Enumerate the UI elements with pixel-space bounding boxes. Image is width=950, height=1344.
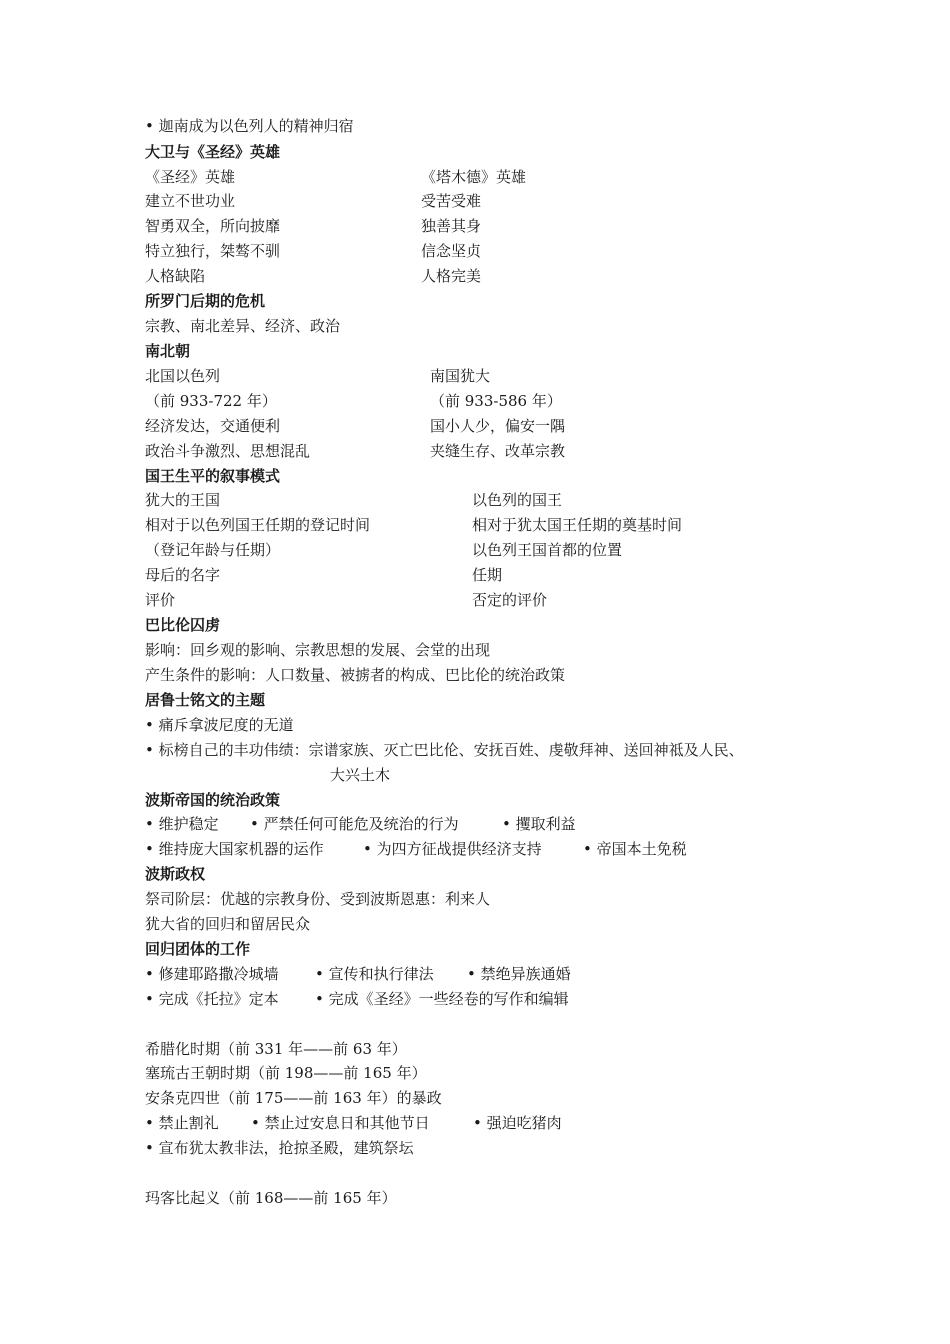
bullet-continuation: 大兴土木: [330, 766, 391, 784]
cell-right: 以色列的国王: [472, 491, 563, 509]
bullet-item: • 修建耶路撒冷城墙: [145, 965, 279, 983]
period-line: 安条克四世（前 175——前 163 年）的暴政: [145, 1089, 442, 1107]
period-line: 希腊化时期（前 331 年——前 63 年）: [145, 1040, 407, 1058]
bullet-item: • 痛斥拿波尼度的无道: [145, 716, 294, 734]
table-row: [145, 266, 482, 286]
cell-left: 母后的名字: [145, 566, 221, 584]
regime-line: 犹大省的回归和留居民众: [145, 915, 311, 933]
cell-right: 国小人少，偏安一隅: [430, 417, 566, 435]
cell-left: 经济发达，交通便利: [145, 417, 281, 435]
cell-left: 犹大的王国: [145, 491, 221, 509]
heading-persian-policy: 波斯帝国的统治政策: [145, 791, 281, 809]
bullet-item: • 禁止割礼: [145, 1114, 219, 1132]
bullet-row: [145, 989, 569, 1009]
heading-babylonian-captivity: 巴比伦囚虏: [145, 616, 221, 634]
bullet-item: • 维护稳定: [145, 815, 219, 833]
cell-left: 评价: [145, 591, 176, 609]
heading-king-narrative: 国王生平的叙事模式: [145, 467, 281, 485]
cell-right: 人格完美: [421, 267, 482, 285]
cell-right: 信念坚贞: [421, 242, 482, 260]
table-row: [145, 366, 491, 386]
cell-left: 特立独行，桀骜不驯: [145, 242, 281, 260]
table-row: [145, 441, 566, 461]
bullet-item: • 维持庞大国家机器的运作: [145, 840, 324, 858]
cell-left: 人格缺陷: [145, 267, 206, 285]
heading-persian-regime: 波斯政权: [145, 865, 206, 883]
bullet-item: • 攫取利益: [502, 815, 576, 833]
bullet-row: [145, 964, 571, 984]
cell-left: 相对于以色列国王任期的登记时间: [145, 516, 371, 534]
table-row: [145, 590, 548, 610]
cell-right: 任期: [472, 566, 503, 584]
cell-left: 《圣经》英雄: [145, 168, 236, 186]
cell-right: 独善其身: [421, 217, 482, 235]
cell-right: （前 933-586 年）: [430, 392, 562, 410]
bullet-item: • 禁绝异族通婚: [467, 965, 571, 983]
table-row: [145, 490, 563, 510]
bullet-item: • 标榜自己的丰功伟绩：宗谱家族、灭亡巴比伦、安抚百姓、虔敬拜神、送回神祗及人民、: [145, 741, 744, 759]
bullet-item: • 强迫吃猪肉: [473, 1114, 562, 1132]
bullet-item: • 为四方征战提供经济支持: [363, 840, 542, 858]
bullet-item: • 禁止过安息日和其他节日: [251, 1114, 430, 1132]
cell-left: 政治斗争激烈、思想混乱: [145, 442, 311, 460]
table-row: [145, 540, 623, 560]
cell-left: （前 933-722 年）: [145, 392, 277, 410]
cell-left: 北国以色列: [145, 367, 221, 385]
table-row: [145, 216, 482, 236]
cell-left: 智勇双全，所向披靡: [145, 217, 281, 235]
heading-return-group: 回归团体的工作: [145, 940, 251, 958]
bullet-row: [145, 839, 687, 859]
period-line: 塞琉古王朝时期（前 198——前 165 年）: [145, 1064, 427, 1082]
table-row: [145, 167, 527, 187]
bullet-item: • 宣传和执行律法: [315, 965, 434, 983]
bullet-item: • 宣布犹太教非法，抢掠圣殿，建筑祭坛: [145, 1139, 414, 1157]
table-row: [145, 241, 482, 261]
cell-right: 《塔木德》英雄: [421, 168, 527, 186]
bullet-item: • 帝国本土免税: [583, 840, 687, 858]
bullet-item: • 完成《托拉》定本: [145, 990, 279, 1008]
table-row: [145, 391, 562, 411]
table-row: [145, 565, 503, 585]
table-row: [145, 416, 566, 436]
bullet-canaan: • 迦南成为以色列人的精神归宿: [145, 117, 354, 135]
solomon-crisis-text: 宗教、南北差异、经济、政治: [145, 317, 341, 335]
cell-right: 受苦受难: [421, 192, 482, 210]
cell-left: 建立不世功业: [145, 192, 236, 210]
cell-left: （登记年龄与任期）: [145, 541, 281, 559]
table-row: [145, 191, 482, 211]
captivity-line: 影响：回乡观的影响、宗教思想的发展、会堂的出现: [145, 641, 491, 659]
heading-north-south: 南北朝: [145, 342, 191, 360]
cell-right: 否定的评价: [472, 591, 548, 609]
cell-right: 夹缝生存、改革宗教: [430, 442, 566, 460]
maccabean-revolt-line: 玛客比起义（前 168——前 165 年）: [145, 1189, 397, 1207]
table-row: [145, 515, 683, 535]
cell-right: 相对于犹太国王任期的奠基时间: [472, 516, 683, 534]
cell-right: 南国犹大: [430, 367, 491, 385]
bullet-item: • 完成《圣经》一些经卷的写作和编辑: [315, 990, 569, 1008]
heading-solomon-crisis: 所罗门后期的危机: [145, 292, 266, 310]
bullet-row: [145, 814, 576, 834]
bullet-row: [145, 1113, 562, 1133]
captivity-line: 产生条件的影响：人口数量、被掳者的构成、巴比伦的统治政策: [145, 666, 566, 684]
bullet-item: • 严禁任何可能危及统治的行为: [250, 815, 459, 833]
regime-line: 祭司阶层：优越的宗教身份、受到波斯恩惠：利来人: [145, 890, 491, 908]
cell-right: 以色列王国首都的位置: [472, 541, 623, 559]
heading-cyrus-inscription: 居鲁士铭文的主题: [145, 691, 266, 709]
heading-david-heroes: 大卫与《圣经》英雄: [145, 143, 281, 161]
